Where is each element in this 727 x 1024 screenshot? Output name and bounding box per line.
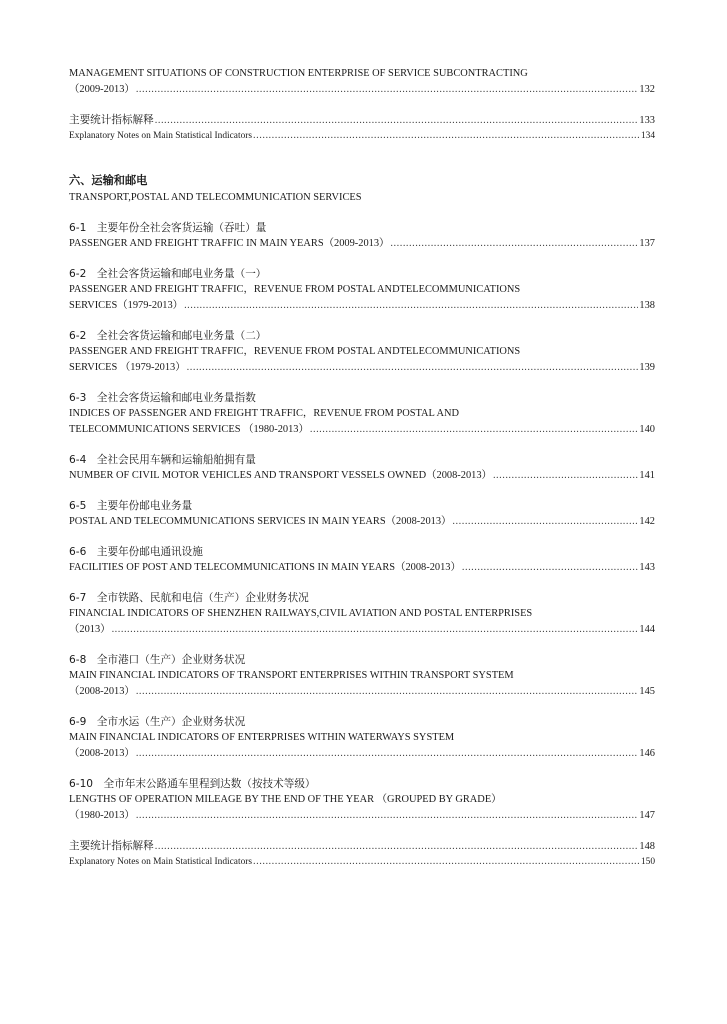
toc-line <box>69 266 655 282</box>
toc-line-text: PASSENGER AND FREIGHT TRAFFIC IN MAIN YEARS（2009-2013） <box>69 238 390 249</box>
dot-leader <box>136 82 639 98</box>
toc-line-text: MANAGEMENT SITUATIONS OF CONSTRUCTION ENTERPRISE OF SERVICE SUBCONTRACTING <box>69 68 528 79</box>
page-number: 137 <box>639 238 655 249</box>
toc-line <box>69 652 655 668</box>
toc-line-text: NUMBER OF CIVIL MOTOR VEHICLES AND TRANSPORT VESSELS OWNED（2008-2013） <box>69 470 492 481</box>
dot-leader <box>136 684 639 700</box>
toc-line <box>69 360 655 376</box>
toc-line-text: 6-4 全社会民用车辆和运输船舶拥有量 <box>69 454 256 466</box>
page-number: 133 <box>639 115 655 126</box>
page-number: 145 <box>639 686 655 697</box>
dot-leader <box>462 560 639 576</box>
toc-entry <box>69 266 655 314</box>
toc-entry <box>69 66 655 98</box>
toc-line <box>69 560 655 576</box>
toc-line <box>69 622 655 638</box>
page-number: 148 <box>639 841 655 852</box>
toc-line-text: 6-1 主要年份全社会客货运输（吞吐）量 <box>69 222 267 234</box>
toc-line <box>69 838 655 854</box>
toc-line-text: MAIN FINANCIAL INDICATORS OF TRANSPORT ENTERPRISES WITHIN TRANSPORT SYSTEM <box>69 670 514 681</box>
toc-line-text: POSTAL AND TELECOMMUNICATIONS SERVICES IN MAIN YEARS（2008-2013） <box>69 516 452 527</box>
dot-leader <box>253 854 640 870</box>
toc-line <box>69 390 655 406</box>
toc-line <box>69 776 655 792</box>
toc-line-text: 6-2 全社会客货运输和邮电业务量（二） <box>69 330 267 342</box>
toc-line <box>69 282 655 298</box>
toc-line-text: 6-5 主要年份邮电业务量 <box>69 500 193 512</box>
toc-line-text: 6-8 全市港口（生产）企业财务状况 <box>69 654 246 666</box>
toc-line <box>69 730 655 746</box>
toc-line-text: 6-2 全社会客货运输和邮电业务量（一） <box>69 268 267 280</box>
dot-leader <box>155 839 639 855</box>
toc-line-text: （1980-2013） <box>69 810 135 821</box>
page-number: 134 <box>640 131 655 141</box>
toc-line-text: LENGTHS OF OPERATION MILEAGE BY THE END OF THE YEAR （GROUPED BY GRADE） <box>69 794 502 805</box>
toc-entry <box>69 498 655 530</box>
toc-line-text: 6-10 全市年末公路通车里程到达数（按技术等级） <box>69 778 316 790</box>
toc-line <box>69 220 655 236</box>
toc-line-text: 主要统计指标解释 <box>69 114 154 126</box>
toc-line-text: SERVICES （1979-2013） <box>69 362 186 373</box>
toc-line <box>69 746 655 762</box>
toc-entry <box>69 452 655 484</box>
toc-line <box>69 82 655 98</box>
toc-line-text: Explanatory Notes on Main Statistical Indicators <box>69 131 253 141</box>
toc-line <box>69 128 655 144</box>
page-number: 144 <box>639 624 655 635</box>
toc-line-text: （2008-2013） <box>69 748 135 759</box>
toc-line <box>69 544 655 560</box>
toc-line <box>69 112 655 128</box>
toc-line-text: SERVICES（1979-2013） <box>69 300 184 311</box>
toc-entry <box>69 390 655 438</box>
toc-line <box>69 298 655 314</box>
toc-line-text: FINANCIAL INDICATORS OF SHENZHEN RAILWAYS,CIVIL AVIATION AND POSTAL ENTERPRISES <box>69 608 533 619</box>
toc-entry <box>69 220 655 252</box>
toc-line <box>69 236 655 252</box>
page-number: 140 <box>639 424 655 435</box>
dot-leader <box>187 360 639 376</box>
toc-line <box>69 468 655 484</box>
toc-line <box>69 854 655 870</box>
toc-entry <box>69 328 655 376</box>
dot-leader <box>136 808 639 824</box>
page-number: 142 <box>639 516 655 527</box>
toc-line-text: （2009-2013） <box>69 84 135 95</box>
toc-page <box>69 66 655 884</box>
toc-line <box>69 590 655 606</box>
toc-line-text: 6-3 全社会客货运输和邮电业务量指数 <box>69 392 256 404</box>
toc-entry <box>69 544 655 576</box>
toc-entries <box>69 220 655 870</box>
toc-line-text: PASSENGER AND FREIGHT TRAFFIC，REVENUE FROM POSTAL ANDTELECOMMUNICATIONS <box>69 346 521 357</box>
toc-line <box>69 684 655 700</box>
page-number: 147 <box>639 810 655 821</box>
toc-line-text: 6-7 全市铁路、民航和电信（生产）企业财务状况 <box>69 592 309 604</box>
page-number: 141 <box>639 470 655 481</box>
toc-entry <box>69 652 655 700</box>
toc-entry <box>69 838 655 870</box>
dot-leader <box>253 128 640 144</box>
toc-line <box>69 606 655 622</box>
toc-line-text: FACILITIES OF POST AND TELECOMMUNICATIONS IN MAIN YEARS（2008-2013） <box>69 562 461 573</box>
toc-line <box>69 344 655 360</box>
toc-line-text: 6-6 主要年份邮电通讯设施 <box>69 546 203 558</box>
page-number: 138 <box>639 300 655 311</box>
toc-top-block <box>69 66 655 144</box>
page-number: 146 <box>639 748 655 759</box>
toc-line-text: Explanatory Notes on Main Statistical Indicators <box>69 857 253 867</box>
toc-line <box>69 452 655 468</box>
dot-leader <box>390 236 638 252</box>
dot-leader <box>136 746 639 762</box>
toc-line <box>69 406 655 422</box>
section-title-en: TRANSPORT,POSTAL AND TELECOMMUNICATION SERVICES <box>69 192 362 203</box>
toc-entry <box>69 590 655 638</box>
toc-line-text: MAIN FINANCIAL INDICATORS OF ENTERPRISES WITHIN WATERWAYS SYSTEM <box>69 732 455 743</box>
dot-leader <box>184 298 638 314</box>
toc-line <box>69 714 655 730</box>
toc-line <box>69 328 655 344</box>
toc-line-text: INDICES OF PASSENGER AND FREIGHT TRAFFIC，REVENUE FROM POSTAL AND <box>69 408 460 419</box>
toc-line <box>69 422 655 438</box>
toc-entry <box>69 776 655 824</box>
toc-line <box>69 668 655 684</box>
toc-line <box>69 808 655 824</box>
page-number: 143 <box>639 562 655 573</box>
dot-leader <box>310 422 639 438</box>
dot-leader <box>112 622 639 638</box>
dot-leader <box>493 468 638 484</box>
toc-line <box>69 498 655 514</box>
toc-line-text: PASSENGER AND FREIGHT TRAFFIC，REVENUE FROM POSTAL ANDTELECOMMUNICATIONS <box>69 284 521 295</box>
toc-line-text: （2008-2013） <box>69 686 135 697</box>
toc-line <box>69 792 655 808</box>
toc-line-text: 主要统计指标解释 <box>69 840 154 852</box>
toc-entry <box>69 112 655 144</box>
toc-line-text: 6-9 全市水运（生产）企业财务状况 <box>69 716 246 728</box>
toc-line-text: （2013） <box>69 624 111 635</box>
section-title-zh: 六、运输和邮电 <box>69 174 148 187</box>
page-number: 132 <box>639 84 655 95</box>
dot-leader <box>155 113 639 129</box>
toc-line <box>69 66 655 82</box>
toc-line <box>69 514 655 530</box>
toc-entry <box>69 714 655 762</box>
page-number: 139 <box>639 362 655 373</box>
section-header <box>69 172 655 206</box>
dot-leader <box>452 514 638 530</box>
toc-line-text: TELECOMMUNICATIONS SERVICES （1980-2013） <box>69 424 309 435</box>
page-number: 150 <box>640 857 655 867</box>
